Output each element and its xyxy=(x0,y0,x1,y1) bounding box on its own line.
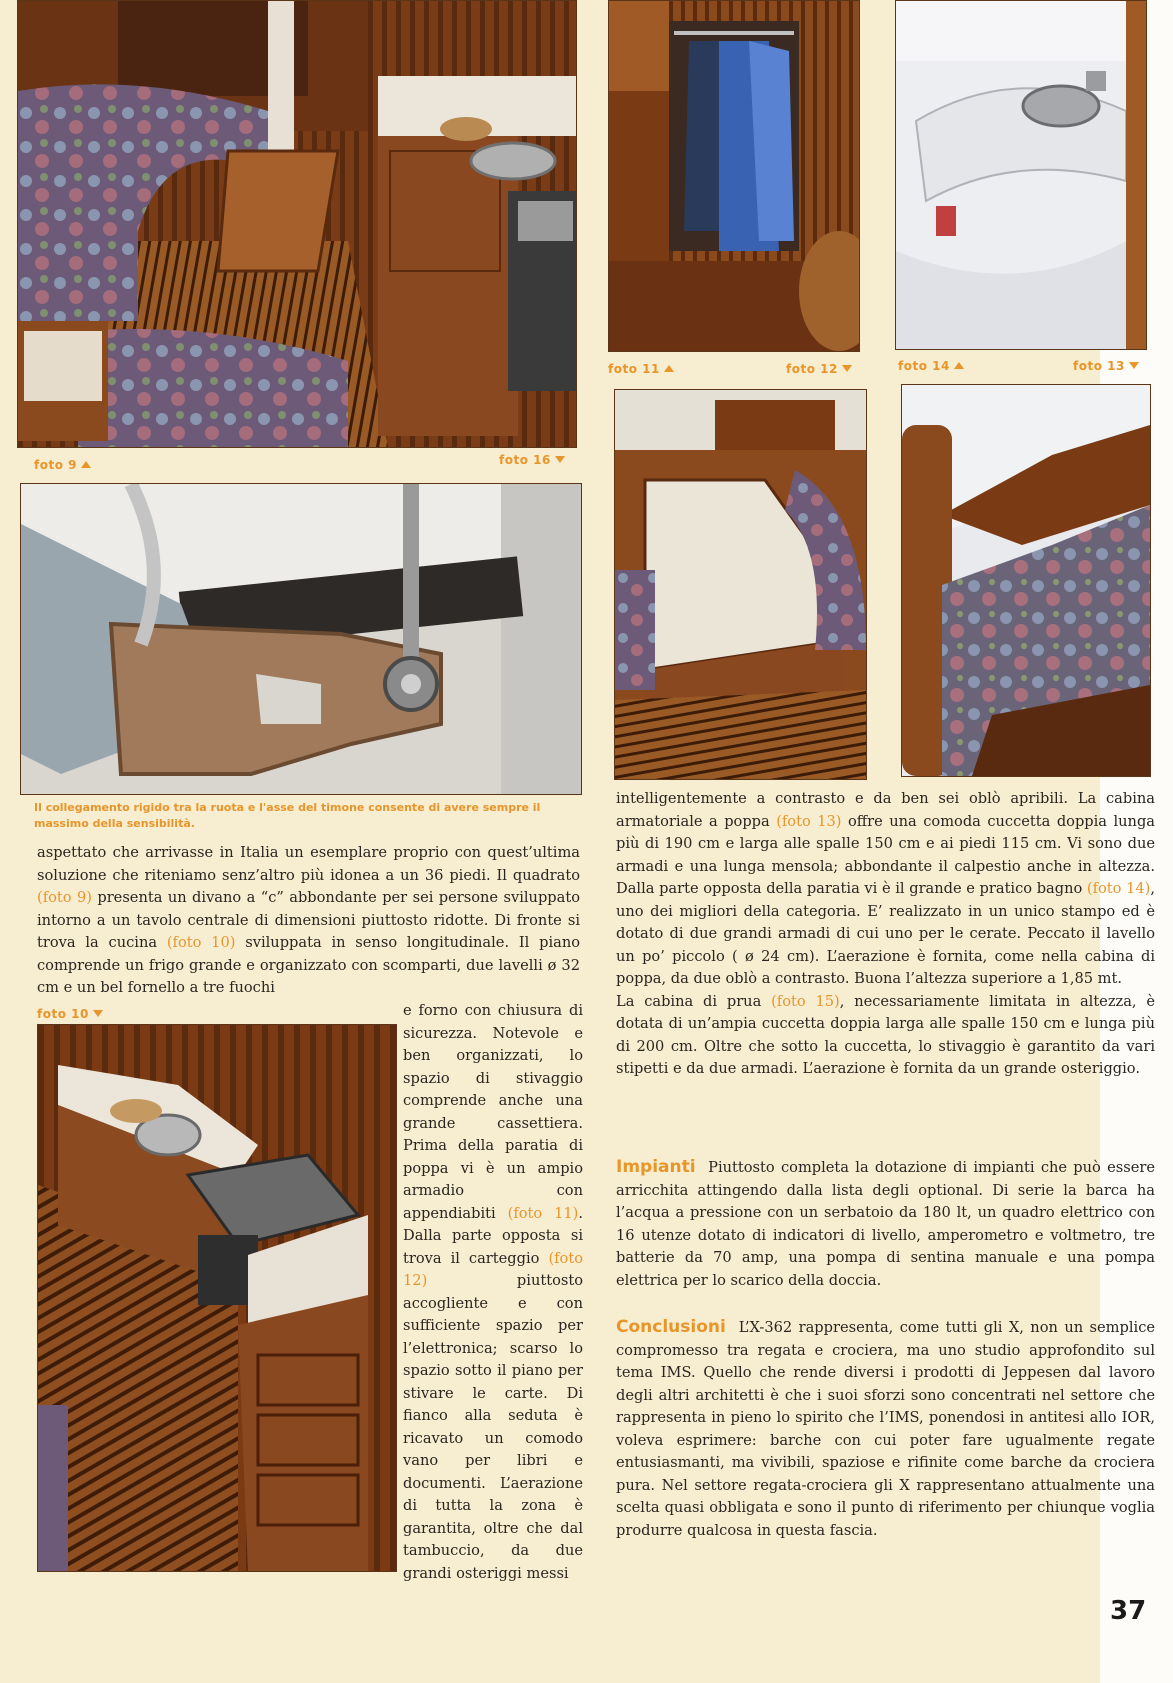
impianti-heading: Impianti xyxy=(616,1157,696,1177)
page-number: 37 xyxy=(1110,1596,1147,1626)
label-foto-9: foto 9 xyxy=(34,458,91,472)
label-foto-13: foto 13 xyxy=(1073,359,1139,373)
impianti-section: Impianti Piuttosto completa la dotazione di impianti che può essere arricchita attingendo dalla lista degli optional. Di serie la barca ha l’acqua a pressione con un serbatoio da 180 lt, un quadro elettrico con 16 utenze dotato di indicatori di livello, amperometro e voltmetro, tre batterie da 70 amp, una pompa di sentina manuale e una pompa elettrica per lo scarico della doccia. xyxy=(616,1157,1155,1289)
conclusioni-heading: Conclusioni xyxy=(616,1317,726,1337)
photo-chart-table xyxy=(614,389,867,780)
right-column-text: intelligentemente a contrasto e da ben sei oblò apribili. La cabina armatoriale a poppa (foto 13) offre una comoda cuccetta doppia lunga più di 190 cm e larga alle spalle 150 cm e ai piedi 115 cm. Vi sono due armadi e una lunga mensola; abbondante il calpestio anche in altezza. Dalla parte opposta della paratia vi è il grande e pratico bagno (foto 14), uno dei migliori della categoria. E’ realizzato in un unico stampo ed è dotato di due grandi armadi di cui uno per le cerate. Peccato il lavello un po’ piccolo ( ø 24 cm). L’aerazione è fornita, come nella cabina di poppa, da due oblò a contrasto. Buona l’altezza superiore a 1,85 mt. La cabina di prua (foto 15), necessariamente limitata in altezza, è dotata di un’ampia cuccetta doppia larga alle spalle 150 cm e lunga più di 200 cm. Oltre che sotto la cuccetta, lo stivaggio è garantito da vari stipetti e da due armadi. L’aerazione è fornita da un grande osteriggio. xyxy=(616,790,1156,1077)
photo-hanging-locker xyxy=(608,0,860,352)
photo-caption: Il collegamento rigido tra la ruota e l'asse del timone consente di avere sempre il massimo della sensibilità. xyxy=(34,801,541,830)
photo-bathroom xyxy=(895,0,1147,350)
photo-steering-linkage xyxy=(20,483,582,795)
left-narrow-text: e forno con chiusura di sicurezza. Notevole e ben organizzati, lo spazio di stivaggio comprende anche una grande cassettiera. Prima della paratia di poppa vi è un ampio armadio con appendiabiti (foto 11). Dalla parte opposta si trova il carteggio (foto 12) piuttosto accogliente e con sufficiente spazio per l’elettronica; scarso lo spazio sotto il piano per stivare le carte. Di fianco alla seduta è ricavato un comodo vano per libri e documenti. L’aerazione di tutta la zona è garantita, oltre che dal tambuccio, da due grandi osteriggi messi xyxy=(403,1002,584,1582)
label-foto-14: foto 14 xyxy=(898,359,964,373)
photo-salon xyxy=(17,0,577,448)
label-foto-16: foto 16 xyxy=(499,453,565,467)
label-foto-10: foto 10 xyxy=(37,1007,103,1021)
left-column-text: aspettato che arrivasse in Italia un esemplare proprio con quest’ultima soluzione che riteniamo senz’altro più idonea a un 36 piedi. Il quadrato (foto 9) presenta un divano a “c” abbondante per sei persone sviluppato intorno a un tavolo centrale di dimensioni piuttosto ridotte. Di fronte si trova la cucina (foto 10) sviluppata in senso longitudinale. Il piano comprende un frigo grande e organizzato con scomparti, due lavelli ø 32 cm e un bel fornello a tre fuochi xyxy=(37,844,580,996)
photo-bow-cabin xyxy=(901,384,1151,777)
label-foto-11: foto 11 xyxy=(608,362,674,376)
photo-galley xyxy=(37,1024,397,1572)
conclusioni-section: Conclusioni L’X-362 rappresenta, come tutti gli X, non un semplice compromesso tra regata e crociera, ma uno studio approfondito sul tema IMS. Quello che rende diversi i prodotti di Jeppesen dal lavoro degli altri architetti è che i suoi sforzi sono concentrati nel settore che rappresenta in pieno lo spirito che l’IMS, ponendosi in antitesi allo IOR, voleva esprimere: barche con cui poter fare ugualmente regate entusiasmanti, ma vivibili, spaziose e rifinite come barche da crociera pura. Nel settore regata-crociera gli X rappresentano attualmente una scelta quasi obbligata e sono il punto di riferimento per chiunque voglia produrre qualcosa in questa fascia. xyxy=(616,1317,1155,1539)
label-foto-12: foto 12 xyxy=(786,362,852,376)
